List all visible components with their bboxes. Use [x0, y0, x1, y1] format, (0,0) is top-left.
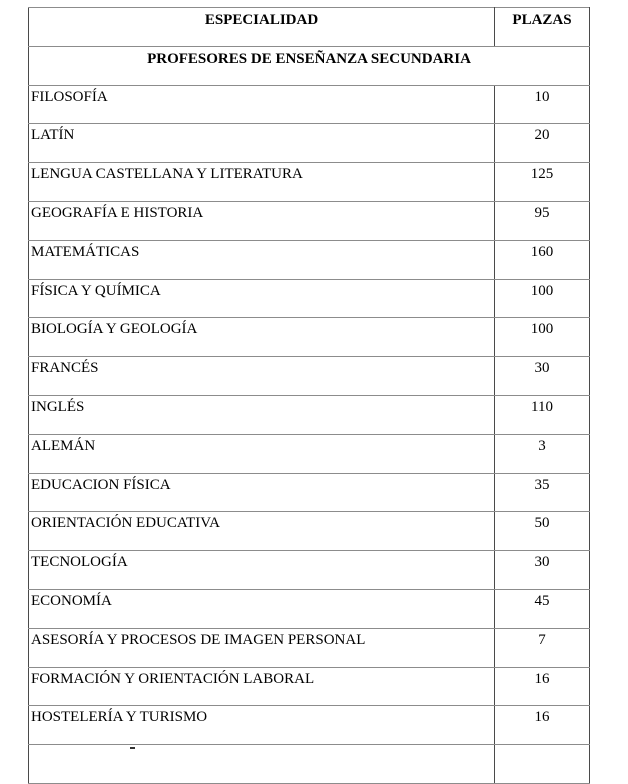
table-row [29, 512, 590, 551]
table-row [29, 434, 590, 473]
especialidad-cell: LENGUA CASTELLANA Y LITERATURA [29, 163, 495, 202]
plazas-cell: 45 [495, 589, 590, 628]
especialidad-cell: FORMACIÓN Y ORIENTACIÓN LABORAL [29, 667, 495, 706]
plazas-cell: 125 [495, 163, 590, 202]
plazas-cell: 35 [495, 473, 590, 512]
plazas-cell: 30 [495, 551, 590, 590]
especialidad-cell: FILOSOFÍA [29, 85, 495, 124]
especialidad-cell: EDUCACION FÍSICA [29, 473, 495, 512]
especialidad-cell: FÍSICA Y QUÍMICA [29, 279, 495, 318]
column-header-especialidad: ESPECIALIDAD [29, 8, 495, 47]
especialidad-cell: ECONOMÍA [29, 589, 495, 628]
column-header-plazas: PLAZAS [495, 8, 590, 47]
section-header-row [29, 46, 590, 85]
table-row [29, 85, 590, 124]
table-row [29, 667, 590, 706]
table-header-row [29, 8, 590, 47]
especialidad-cell: LATÍN [29, 124, 495, 163]
plazas-cell: 95 [495, 201, 590, 240]
table-row [29, 395, 590, 434]
clipped-table-row [29, 745, 590, 784]
especialidad-cell: INGLÉS [29, 395, 495, 434]
especialidad-cell: ASESORÍA Y PROCESOS DE IMAGEN PERSONAL [29, 628, 495, 667]
plazas-cell: 100 [495, 318, 590, 357]
plazas-cell: 30 [495, 357, 590, 396]
table-row [29, 124, 590, 163]
plazas-cell: 110 [495, 395, 590, 434]
plazas-cell: 50 [495, 512, 590, 551]
table-row [29, 628, 590, 667]
especialidad-cell: BIOLOGÍA Y GEOLOGÍA [29, 318, 495, 357]
table-row [29, 163, 590, 202]
clipped-bottom-row-container [29, 745, 590, 784]
plazas-cell: 160 [495, 240, 590, 279]
especialidad-cell: HOSTELERÍA Y TURISMO [29, 706, 495, 745]
table-row [29, 201, 590, 240]
plazas-table [28, 7, 590, 784]
plazas-cell: 16 [495, 667, 590, 706]
especialidad-cell: TECNOLOGÍA [29, 551, 495, 590]
plazas-cell: 16 [495, 706, 590, 745]
table-row [29, 589, 590, 628]
table-row [29, 240, 590, 279]
table-row [29, 357, 590, 396]
clipped-text-fragment [130, 747, 135, 749]
table-body [29, 85, 590, 745]
especialidad-cell: GEOGRAFÍA E HISTORIA [29, 201, 495, 240]
clipped-plazas-cell [495, 745, 590, 784]
plazas-cell: 10 [495, 85, 590, 124]
plazas-cell: 7 [495, 628, 590, 667]
table-row [29, 473, 590, 512]
plazas-cell: 20 [495, 124, 590, 163]
table-row [29, 551, 590, 590]
especialidad-cell: FRANCÉS [29, 357, 495, 396]
especialidad-cell: ORIENTACIÓN EDUCATIVA [29, 512, 495, 551]
especialidad-cell: MATEMÁTICAS [29, 240, 495, 279]
especialidad-cell: ALEMÁN [29, 434, 495, 473]
clipped-especialidad-cell [29, 745, 495, 784]
table-row [29, 279, 590, 318]
plazas-cell: 3 [495, 434, 590, 473]
table-row [29, 706, 590, 745]
table-row [29, 318, 590, 357]
section-header-label: PROFESORES DE ENSEÑANZA SECUNDARIA [29, 46, 590, 85]
plazas-cell: 100 [495, 279, 590, 318]
